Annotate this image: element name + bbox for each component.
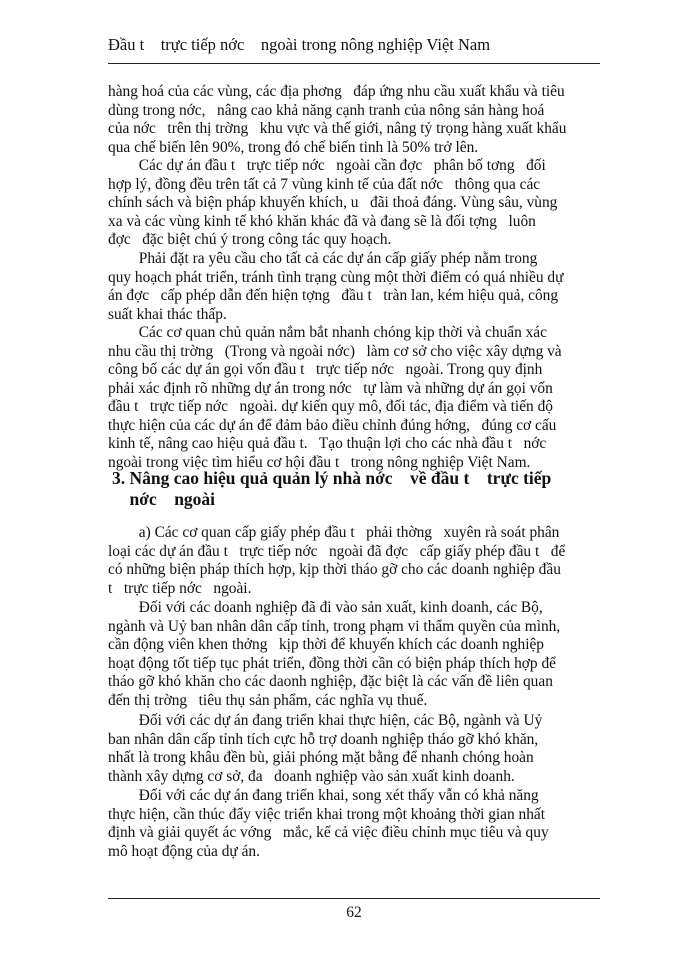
text-line: hợp lý, đồng đều trên tất cả 7 vùng kinh tế của đất nớc thông qua các <box>108 175 541 193</box>
paragraph-7 <box>108 712 600 786</box>
text-line: Phải đặt ra yêu cầu cho tất cả các dự án cấp giấy phép nằm trong <box>108 250 538 267</box>
section-heading <box>112 468 604 510</box>
text-line: qua chế biến lên 90%, trong đó chế biến tinh là 50% trở lên. <box>108 138 479 156</box>
text-line: định và giải quyết ác vớng mắc, kể cả việc điều chỉnh mục tiêu và quy <box>108 824 549 842</box>
text-line: thực hiện của các dự án để đảm bảo điều chỉnh đúng hớng, đúng cơ cấu <box>108 416 557 434</box>
text-line: xa và các vùng kinh tế khó khăn khác đã và đang sẽ là đối tợng luôn <box>108 212 536 230</box>
text-line: chính sách và biện pháp khuyến khích, u đãi thoả đáng. Vùng sâu, vùng <box>108 194 558 212</box>
text-line: Đối với các dự án đang triển khai thực hiện, các Bộ, ngành và Uỷ <box>108 712 543 729</box>
footer-divider <box>108 898 600 899</box>
text-line: phải xác định rõ những dự án trong nớc tự làm và những dự án gọi vốn <box>108 379 553 397</box>
text-line: a) Các cơ quan cấp giấy phép đầu t phải thờng xuyên rà soát phân <box>108 524 560 541</box>
running-header: Đầu t trực tiếp nớc ngoài trong nông nghiệp Việt Nam <box>108 35 491 54</box>
text-line: hoạt động tốt tiếp tục phát triển, đồng thời cần có biện pháp thích hợp để <box>108 654 556 672</box>
text-line: của nớc trên thị trờng khu vực và thế giới, nâng tỷ trọng hàng xuất khẩu <box>108 120 567 138</box>
text-line: đầu t trực tiếp nớc ngoài. dự kiến quy mô, đối tác, địa điểm và tiến độ <box>108 398 553 416</box>
text-line: có những biện pháp thích hợp, kịp thời tháo gỡ cho các doanh nghiệp đầu <box>108 561 561 579</box>
text-line: tháo gỡ khó khăn cho các daonh nghiệp, đặc biệt là các vấn đề liên quan <box>108 673 553 691</box>
text-line: đợc đặc biệt chú ý trong công tác quy hoạch. <box>108 231 392 249</box>
paragraph-8 <box>108 787 600 861</box>
text-line: ngành và Uỷ ban nhân dân cấp tỉnh, trong phạm vi thẩm quyền của mình, <box>108 617 561 635</box>
text-line: suất khai thác thấp. <box>108 305 227 323</box>
text-line: ngoài trong việc tìm hiểu cơ hội đầu t trong nông nghiệp Việt Nam. <box>108 453 531 471</box>
text-line: mô hoạt động của dự án. <box>108 842 260 860</box>
text-line: Các cơ quan chủ quản nắm bắt nhanh chóng kịp thời và chuẩn xác <box>108 324 547 341</box>
text-line: dùng trong nớc, nâng cao khả năng cạnh tranh của nông sản hàng hoá <box>108 101 545 119</box>
heading-line: nớc ngoài <box>112 489 216 509</box>
heading-line: 3. Nâng cao hiệu quả quản lý nhà nớc về đầu t trực tiếp <box>112 468 552 488</box>
text-line: loại các dự án đầu t trực tiếp nớc ngoài đã đợc cấp giấy phép đầu t để <box>108 542 566 560</box>
paragraph-5 <box>108 524 600 598</box>
text-line: nhu cầu thị trờng (Trong và ngoài nớc) làm cơ sở cho việc xây dựng và <box>108 342 562 360</box>
header-divider <box>108 63 600 64</box>
text-line: Các dự án đầu t trực tiếp nớc ngoài cần đợc phân bố tơng đối <box>108 157 546 174</box>
text-line: án đợc cấp phép dẫn đến hiện tợng đầu t tràn lan, kém hiệu quả, công <box>108 287 559 305</box>
paragraph-4 <box>108 324 600 472</box>
text-line: công bố các dự án gọi vốn đầu t trực tiếp nớc ngoài. Trong quy định <box>108 361 543 379</box>
text-line: đến thị trờng tiêu thụ sản phẩm, các nghĩa vụ thuế. <box>108 691 428 709</box>
paragraph-6 <box>108 599 600 710</box>
paragraph-1 <box>108 83 600 157</box>
paragraph-3 <box>108 250 600 324</box>
text-line: hàng hoá của các vùng, các địa phơng đáp ứng nhu cầu xuất khẩu và tiêu <box>108 83 565 100</box>
text-line: thực hiện, cần thúc đẩy việc triển khai trong một khoảng thời gian nhất <box>108 805 546 823</box>
text-line: thành xây dựng cơ sở, đa doanh nghiệp vào sản xuất kinh doanh. <box>108 767 515 785</box>
paragraph-2 <box>108 157 600 250</box>
text-line: nhất là trong khâu đền bù, giải phóng mặt bằng để nhanh chóng hoàn <box>108 749 534 767</box>
text-line: Đối với các doanh nghiệp đã đi vào sản xuất, kinh doanh, các Bộ, <box>108 599 543 616</box>
text-line: t trực tiếp nớc ngoài. <box>108 579 252 597</box>
text-line: cần động viên khen thởng kịp thời để khuyến khích các doanh nghiệp <box>108 636 544 654</box>
text-line: Đối với các dự án đang triển khai, song xét thấy vẫn có khả năng <box>108 787 539 804</box>
text-line: ban nhân dân cấp tỉnh tích cực hỗ trợ doanh nghiệp tháo gỡ khó khăn, <box>108 730 539 748</box>
page-number: 62 <box>346 904 362 921</box>
text-line: quy hoạch phát triển, tránh tình trạng cùng một thời điểm có quá nhiều dự <box>108 268 564 286</box>
text-line: kinh tế, nâng cao hiệu quả đầu t. Tạo thuận lợi cho các nhà đầu t nớc <box>108 435 547 453</box>
